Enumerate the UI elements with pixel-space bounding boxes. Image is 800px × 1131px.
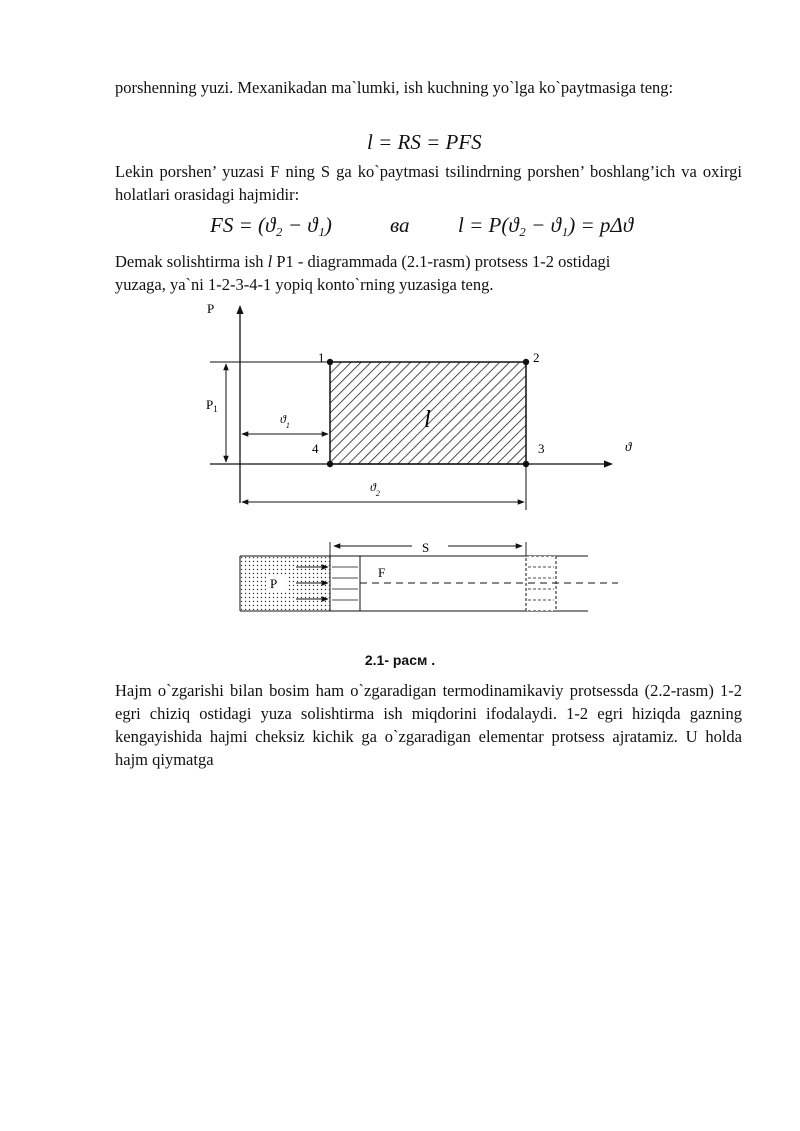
point-4-label: 4 bbox=[312, 441, 319, 456]
piston-final bbox=[526, 556, 556, 611]
paragraph-piston-volume: Lekin porshen’ yuzasi F ning S ga ko`paytmasi tsilindrning porshen’ boshlang’ich va oxirgi holatlari orasidagi hajmidir: bbox=[115, 162, 742, 204]
point-1-label: 1 bbox=[318, 350, 325, 365]
point-2-label: 2 bbox=[533, 350, 540, 365]
piston-area-f-label: F bbox=[378, 565, 386, 580]
point-3 bbox=[523, 461, 529, 467]
paragraph-variable-pressure: Hajm o`zgarishi bilan bosim ham o`zgaradigan termodinamikaviy protsessda (2.2-rasm) 1-2 egri chiziq ostidagi yuza solishtirma ish miqdorini ifodalaydi. 1-2 egri hiziqda gazning kengayishida hajmi cheksiz kichik ga o`zgaradigan elementar protsess ajratamiz. U holda hajm qiymatga bbox=[115, 681, 742, 769]
text-run: yuzaga, ya`ni 1-2-3-4-1 yopiq konto`rning yuzasiga teng. bbox=[115, 275, 494, 294]
paragraph-work-definition: porshenning yuzi. Mexanikadan ma`lumki, ish kuchning yo`lga ko`paytmasiga teng: bbox=[115, 78, 674, 97]
formula-conjunction: ва bbox=[390, 213, 410, 237]
point-3-label: 3 bbox=[538, 441, 545, 456]
formula-volume: FS = (ϑ₂ − ϑ₁) bbox=[210, 213, 332, 237]
v1-label: $ϑ_1$ bbox=[280, 412, 290, 430]
formula-work: l = RS = PFS bbox=[367, 130, 482, 154]
point-4 bbox=[327, 461, 333, 467]
v2-label: $ϑ_2$ bbox=[370, 480, 380, 498]
piston-initial bbox=[330, 556, 360, 611]
figure-caption: 2.1- расм . bbox=[364, 652, 436, 668]
cylinder-drawing bbox=[240, 540, 618, 611]
italic-l: l bbox=[267, 252, 273, 271]
formula-specific-work: l = P(ϑ₂ − ϑ₁) = pΔϑ bbox=[458, 213, 634, 237]
area-l-label: l bbox=[424, 407, 431, 433]
p-axis-label: P bbox=[207, 301, 215, 316]
text-run: Demak solishtirma ish bbox=[115, 252, 268, 271]
stroke-s-label: S bbox=[422, 540, 430, 555]
p1-label: $P_1$ bbox=[206, 397, 218, 414]
point-2 bbox=[523, 359, 529, 365]
point-1 bbox=[327, 359, 333, 365]
text-run: P1 - diagrammada (2.1-rasm) protsess 1-2 ostidagi bbox=[272, 252, 611, 271]
pressure-p-label: P bbox=[270, 576, 278, 591]
v-axis-label: ϑ bbox=[625, 439, 632, 454]
